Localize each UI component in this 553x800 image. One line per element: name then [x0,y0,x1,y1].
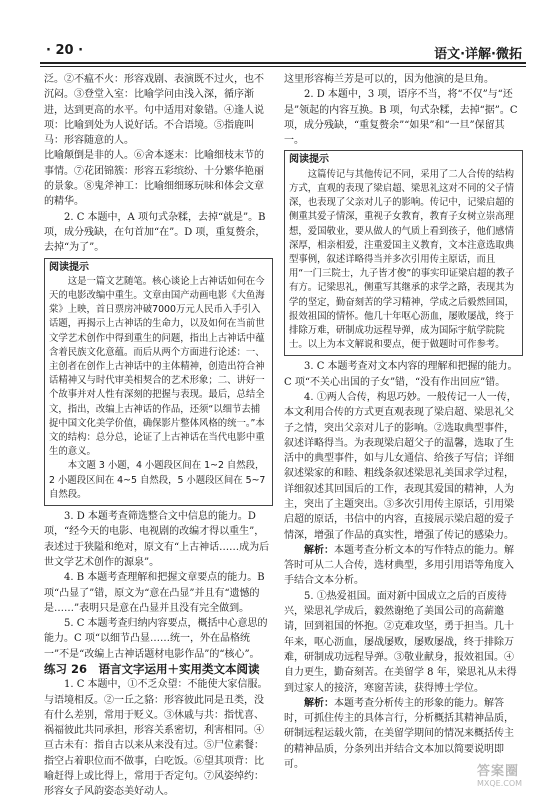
answer-r-q2: 2. D 本题中，3 项，语序不当，将“不仅”与“还是”领起的内容互换。B 项，句式杂糅，去掉“据”。C 项，成分残缺，“重复赘余”“如果”和“一旦”保留其一。 [284,89,518,147]
left-column [44,72,273,798]
reading-tip-title: 阅读提示 [49,261,89,273]
page-header [40,40,526,64]
reading-tip-text: 这是一篇文艺随笔。核心谈论上古神话如何在今天的电影改编中重生。文章由国产动画电影《大鱼海棠》上映，首日票房冲破7000万元人民币入手引入话题，再揭示上古神话的生命力，以及如何在当前世文学艺术创作中得到重生的问题，指出上古神话中蕴含着民族文化意蕴。而后从两个方面进行论述：一、主创者在创作上古神话中的主体精神，创造出符合神话精神又与时代审美相契合的艺术形象；二、讲好一个故事并对人性有深刻的把握与表现。最后，总结全文，指出，改编上古神话的作品，还须“以细节去捕捉中国文化美学价值，确保影片整体风格的统一。”本文的结构：总分总，论证了上古神话在当代电影中重生的意义。 [49,275,265,458]
header-rule-thin [40,66,526,67]
watermark-sub: MXQE.COM [477,779,523,788]
book-title: 语文·详解·微拓 [434,47,522,62]
section-heading: 练习 26 语言文字运用＋实用类文本阅读 [44,661,260,676]
answer-continuation: 这里形容梅兰芳是可以的，因为他演的是旦角。 [284,74,494,85]
answer-s1: 1. C 本题中，①不乏众望：不能使大家信服。与语境相反。②一丘之貉：形容彼此同是丑类，没有什么差别，常用于贬义。③休戚与共：指忧喜、祸福彼此共同承担，形容关系密切，利害相同。④亘古未有：指自古以来从来没有过。⑤尸位素餐：指空占着职位而不做事，白吃饭。⑥望其项背：比喻赶得上或比得上，常用于否定句。⑦风姿绰约：形容女子风韵姿态美好动人。 [44,679,268,798]
reading-tip-box-right [284,150,523,356]
watermark-logo [477,760,537,786]
answer-r-q5: 5. ①热爱祖国。面对新中国成立之后的百废待兴，梁思礼学成后，毅然谢绝了美国公司的高薪邀请，回到祖国的怀抱。②克难攻坚，勇于担当。几十年来，呕心沥血，屡战屡败，屡败屡战，终于排除万难，研制成功远程导弹。③敬业献身，报效祖国。④自力更生，勤奋刻苦。在美留学 8 年，梁思礼从未得到过家人的接济，寒窗苦读，获得博士学位。 [284,590,517,694]
answer-paragraph: 泛。②不瘟不火：形容戏剧、表演既不过火，也不沉闷。③登堂入室：比喻学问由浅入深，循序渐进，达到更高的水平。句中适用对象错。④逢人说项：比喻到处为人说好话。不合语境。⑤指鹿叫马：形容随意的人。 [44,74,264,147]
reading-tip-box [44,258,273,506]
header-rule-thick [40,62,526,64]
watermark-main: 答案圈 [477,764,520,779]
answer-q5: 5. C 本题考查归纳内容要点，概括中心意思的能力。C 项“以细节凸显……统一，外在品格统一”不是“改编上古神话题材电影作品”的“核心”。 [44,618,268,660]
analysis-text-2: 本题考查分析传主的形象的能力。解答时，可抓住传主的具体言行，分析概括其精神品质，研制远程运载火箭，在美留学期间的情况来概括传主的精神品质，分条列出并结合文本加以简要说明即可。 [284,697,514,771]
analysis-text: 本题考查分析文本的写作特点的能力。解答时可从二人合传，选材典型，多用引用语等角度入手结合文本分析。 [284,544,514,587]
reading-tip-text-2: 本文题 3 小题，4 小题段区间在 1~2 自然段，2 小题段区间在 4~5 自然段，5 小题段区间在 5~7 自然段。 [49,460,266,500]
answer-r-q4: 4. ①两人合传，构思巧妙。一般传记一人一传，本文利用合传的方式更直观表现了梁启超、梁思礼父子之情，突出父亲对儿子的影响。②选取典型事件，叙述详略得当。为表现梁启超父子的温馨，选取了生活中的典型事件，如与儿女通信、给孩子写信；详细叙述梁家的和睦、粗线条叙述梁思礼美国求学过程，详细叙述其回国后的工作，表现其爱国的精神，人为主，突出了主题突出。③多次引用传主原话，引用梁启超的原话，书信中的内容，直接展示梁启超的爱子情深，增强了作品的真实性，增强了传记的感染力。 [284,391,517,541]
analysis-label: 解析： [304,544,334,556]
answer-paragraph-cont: 比喻颠倒是非的人。⑥舍本逐末：比喻细枝末节的事情。⑦花团锦簇：形容五彩缤纷、十分繁华艳丽的景象。⑧鬼斧神工：比喻细细琢玩味和体会文章的精华。 [44,150,264,208]
reading-tip-title-right: 阅读提示 [289,154,329,166]
analysis-note-1 [284,543,523,589]
answer-q2: 2. C 本题中，A 项句式杂糅，去掉“就是”。B 项，成分残缺，在句首加“在”。D 项，重复赘余，去掉“为了”。 [44,211,266,254]
analysis-label-2: 解析： [304,697,334,709]
answer-q4: 4. B 本题考查理解和把握文章要点的能力。B 项“凸显了”错，原文为“意在凸显”并且有“遗憾的是……”表明只是意在凸显并且没有完全做到。 [44,572,265,614]
right-column [284,72,523,771]
page-number: · 20 · [46,43,84,58]
answer-r-q3: 3. C 本题考查对文本内容的理解和把握的能力。C 项“不关心出国的子女”错，“没有作出回应”错。 [284,361,518,388]
answer-q3: 3. D 本题考查筛选整合文中信息的能力。D 项，“经今天的电影、电视剧的改编才得以重生”，表述过于狭隘和绝对，原文有“上古神话……成为后世文学艺术创作的源泉”。 [44,511,270,568]
reading-tip-text-right: 这篇传记与其他传记不同，采用了二人合传的结构方式，直观的表现了梁启超、梁思礼这对不同的父子情深，也表现了父亲对儿子的影响。传记中，记梁启超的侧重其爱子情深，重视子女教育，教育子女树立崇高理想，爱国敬业，要从做人的气质上看到孩子，他们感情深厚，相亲相爱，注重爱国主义教育，文本注意选取典型事例，叙述详略得当并多次引用传主原话，而且用“一门三院士，九子皆才俊”的事实印证梁启超的教子有方。记梁思礼，侧重写其继承的求学之路，表现其为学的坚定，勤奋刻苦的学习精神，学成之后毅然回国，报效祖国的情怀。他几十年呕心沥血，屡败屡战，终于排除万难，研制成功远程导弹，成为国际宇航学院院士。以上为本文解说和要点，便于做题时可作参考。 [289,168,515,351]
